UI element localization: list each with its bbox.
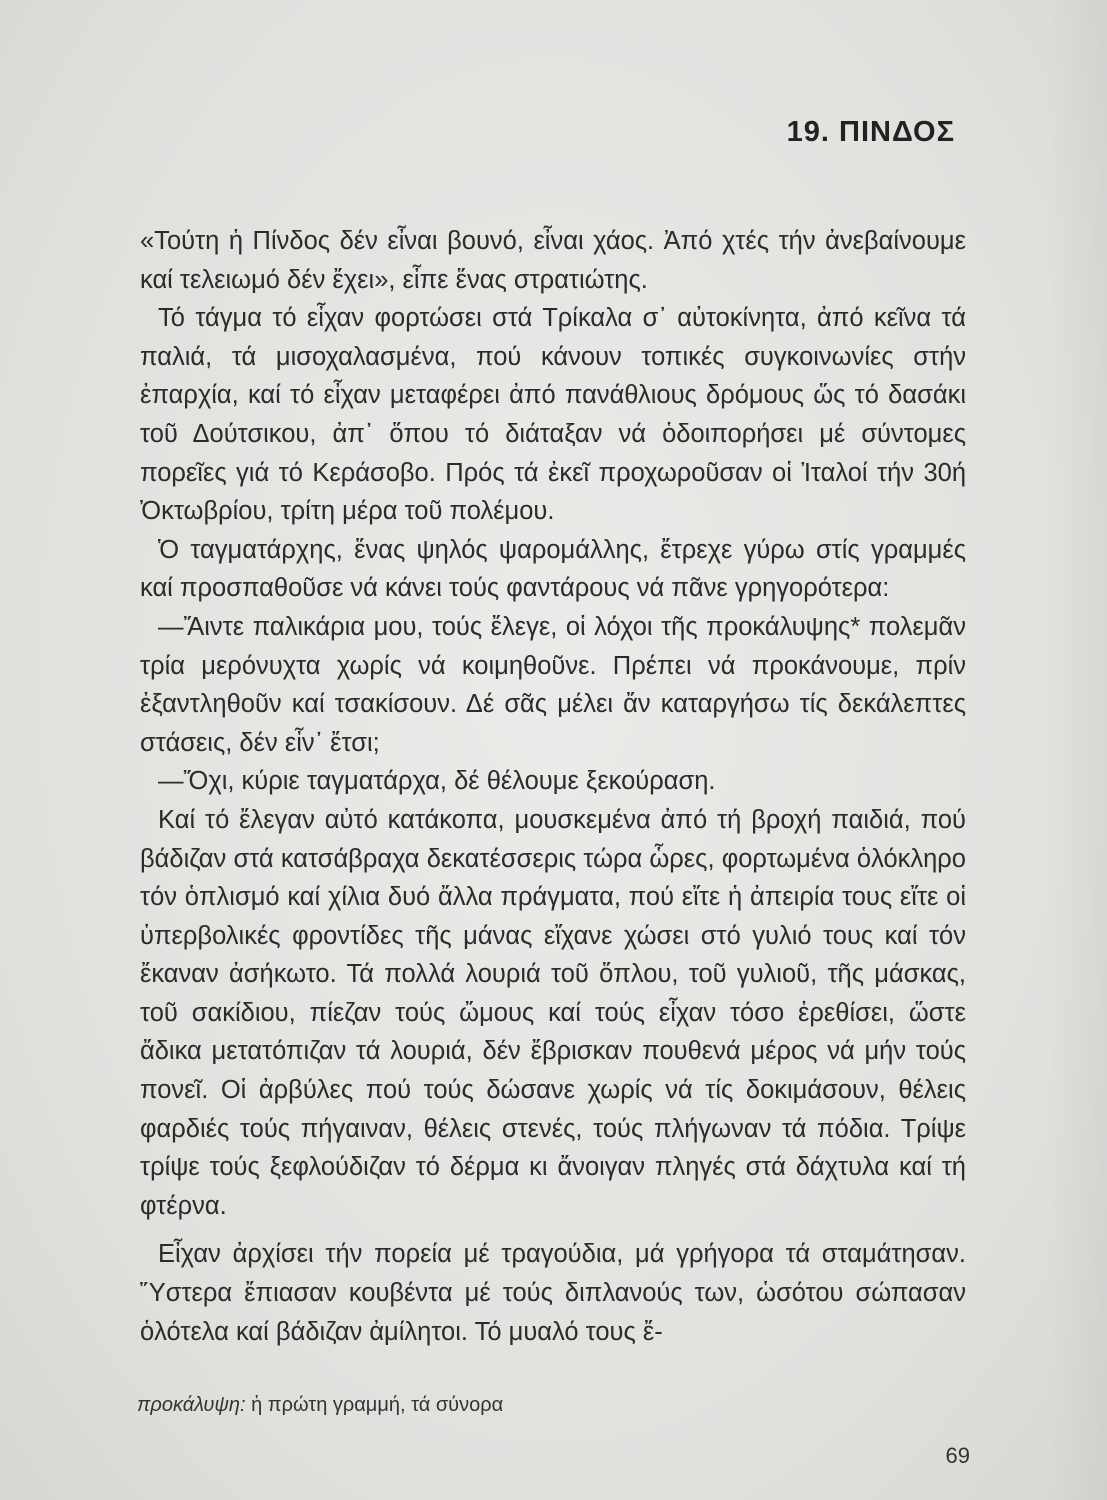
paragraph: Ὁ ταγματάρχης, ἕνας ψηλός ψαρομάλλης, ἔτρεχε γύρω στίς γραμμές καί προσπαθοῦσε νά κάνει τούς φαντάρους νά πᾶνε γρηγορότερα:	[140, 535, 966, 603]
page-edge-shadow	[1047, 0, 1107, 1500]
paragraph: Τό τάγμα τό εἶχαν φορτώσει στά Τρίκαλα σ᾽ αὐτοκίνητα, ἀπό κεῖνα τά παλιά, τά μισοχαλασμένα, πού κάνουν τοπικές συγκοινωνίες στήν ἐπαρχία, καί τό εἶχαν μεταφέρει ἀπό πανάθλιους δρόμους ὥς τό δασάκι τοῦ Δούτσικου, ἀπ᾽ ὅπου τό διάταξαν νά ὁδοιπορήσει μέ σύντομες πορεῖες γιά τό Κεράσοβο. Πρός τά ἐκεῖ προχωροῦσαν οἱ Ἰταλοί τήν 30ή Ὀκτωβρίου, τρίτη μέρα τοῦ πολέμου.	[140, 304, 966, 526]
dialogue-line: —Ὄχι, κύριε ταγματάρχα, δέ θέλουμε ξεκούραση.	[158, 767, 716, 796]
body-text	[140, 222, 966, 1351]
chapter-title: 19. ΠΙΝΔΟΣ	[786, 116, 955, 148]
dialogue-line: —Ἄιντε παλικάρια μου, τούς ἔλεγε, οἱ λόχοι τῆς προκάλυψης* πολεμᾶν τρία μερόνυχτα χωρίς νά κοιμηθοῦνε. Πρέπει νά προκάνουμε, πρίν ἐξαντληθοῦν καί τσακίσουν. Δέ σᾶς μέλει ἄν καταργήσω τίς δεκάλεπτες στάσεις, δέν εἶν᾽ ἔτσι;	[140, 612, 966, 757]
paragraph: Καί τό ἔλεγαν αὐτό κατάκοπα, μουσκεμένα ἀπό τή βροχή παιδιά, πού βάδιζαν στά κατσάβραχα δεκατέσσερις τώρα ὧρες, φορτωμένα ὁλόκληρο τόν ὁπλισμό καί χίλια δυό ἄλλα πράγματα, πού εἴτε ἡ ἀπειρία τους εἴτε οἱ ὑπερβολικές φροντίδες τῆς μάνας εἴχανε χώσει στό γυλιό τους καί τόν ἔκαναν ἀσήκωτο. Τά πολλά λουριά τοῦ ὅπλου, τοῦ γυλιοῦ, τῆς μάσκας, τοῦ σακίδιου, πίεζαν τούς ὤμους καί τούς εἶχαν τόσο ἐρεθίσει, ὥστε ἄδικα μετατόπιζαν τά λουριά, δέν ἔβρισκαν πουθενά μέρος νά μήν τούς πονεῖ. Οἱ ἀρβύλες πού τούς δώσανε χωρίς νά τίς δοκιμάσουν, θέλεις φαρδιές τούς πήγαιναν, θέλεις στενές, τούς πλήγωναν τά πόδια. Τρίψε τρίψε τούς ξεφλούδιζαν τό δέρμα κι ἄνοιγαν πληγές στά δάχτυλα καί τή φτέρνα.	[140, 805, 966, 1220]
paragraph: «Τούτη ἡ Πίνδος δέν εἶναι βουνό, εἶναι χάος. Ἀπό χτές τήν ἀνεβαίνουμε καί τελειωμό δέν ἔχει», εἶπε ἕνας στρατιώτης.	[140, 227, 966, 294]
footnote-definition: ἡ πρώτη γραμμή, τά σύνορα	[245, 1394, 504, 1416]
footnote	[137, 1394, 503, 1417]
paragraph: Εἶχαν ἀρχίσει τήν πορεία μέ τραγούδια, μά γρήγορα τά σταμάτησαν. Ὕστερα ἔπιασαν κουβέντα μέ τούς διπλανούς των, ὡσότου σώπασαν ὁλότελα καί βάδιζαν ἀμίλητοι. Τό μυαλό τους ἔ-	[140, 1240, 966, 1346]
footnote-term: προκάλυψη:	[137, 1394, 246, 1416]
page-number: 69	[945, 1443, 970, 1468]
